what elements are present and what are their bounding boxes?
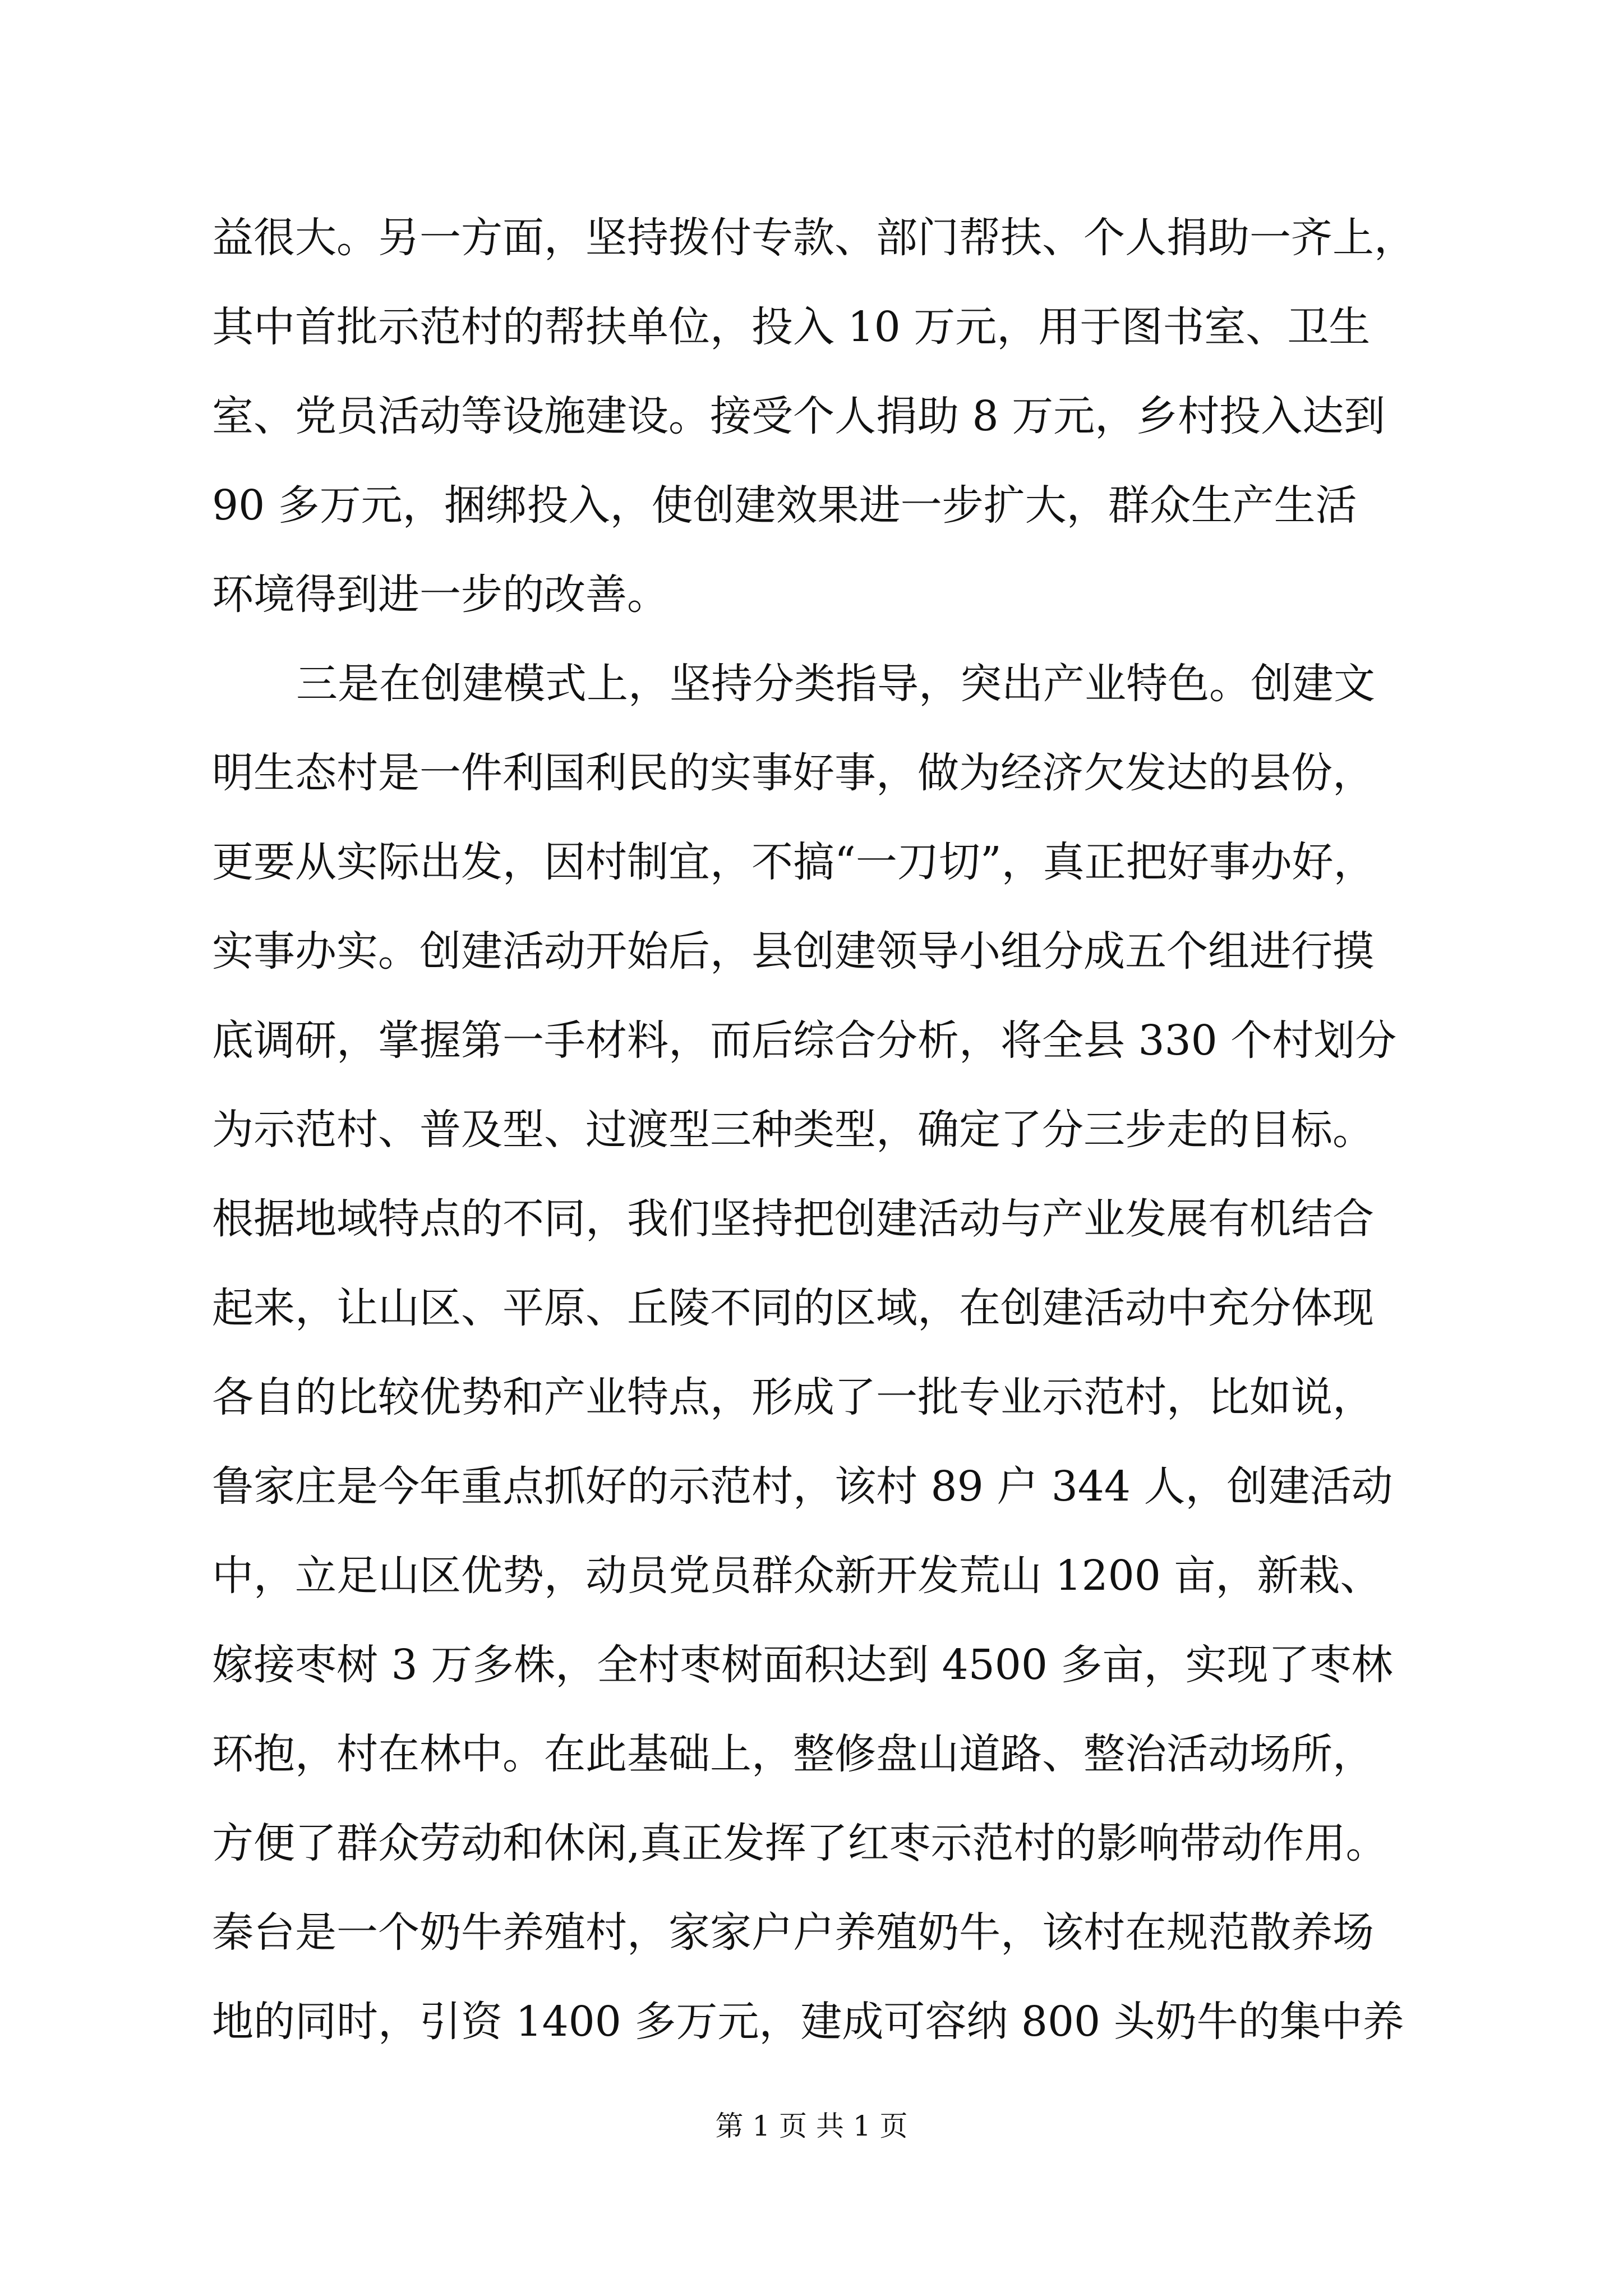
text-line: 为示范村、普及型、过渡型三种类型，确定了分三步走的目标。 <box>212 1106 1374 1154</box>
text-line: 明生态村是一件利国利民的实事好事，做为经济欠发达的县份， <box>212 749 1374 797</box>
text-line: 起来，让山区、平原、丘陵不同的区域，在创建活动中充分体现 <box>212 1284 1374 1332</box>
text-line: 各自的比较优势和产业特点，形成了一批专业示范村，比如说， <box>212 1373 1374 1421</box>
text-line: 益很大。另一方面，坚持拨付专款、部门帮扶、个人捐助一齐上， <box>212 214 1415 262</box>
text-line: 方便了群众劳动和休闲,真正发挥了红枣示范村的影响带动作用。 <box>212 1819 1387 1867</box>
text-line: 环抱，村在林中。在此基础上，整修盘山道路、整治活动场所， <box>212 1730 1374 1778</box>
text-line: 90 多万元，捆绑投入，使创建效果进一步扩大，群众生产生活 <box>212 481 1357 530</box>
text-line: 更要从实际出发，因村制宜，不搞“一刀切”，真正把好事办好， <box>212 838 1375 886</box>
text-line: 其中首批示范村的帮扶单位，投入 10 万元，用于图书室、卫生 <box>212 303 1371 351</box>
text-line: 秦台是一个奶牛养殖村，家家户户养殖奶牛，该村在规范散养场 <box>212 1908 1374 1957</box>
text-line: 底调研，掌握第一手材料，而后综合分析，将全县 330 个村划分 <box>212 1016 1397 1065</box>
text-line: 鲁家庄是今年重点抓好的示范村，该村 89 户 344 人，创建活动 <box>212 1462 1393 1511</box>
text-line: 根据地域特点的不同，我们坚持把创建活动与产业发展有机结合 <box>212 1195 1374 1243</box>
text-line: 实事办实。创建活动开始后，县创建领导小组分成五个组进行摸 <box>212 927 1374 976</box>
text-line: 中，立足山区优势，动员党员群众新开发荒山 1200 亩，新栽、 <box>212 1552 1382 1600</box>
page-footer: 第 1 页 共 1 页 <box>715 2110 908 2142</box>
document-body <box>212 194 1415 2067</box>
paragraph-first-line: 三是在创建模式上，坚持分类指导，突出产业特色。创建文 <box>296 660 1375 708</box>
text-line: 室、党员活动等设施建设。接受个人捐助 8 万元，乡村投入达到 <box>212 392 1386 440</box>
text-line: 地的同时，引资 1400 多万元，建成可容纳 800 头奶牛的集中养 <box>212 1998 1404 2046</box>
text-line: 嫁接枣树 3 万多株，全村枣树面积达到 4500 多亩，实现了枣林 <box>212 1641 1393 1689</box>
text-line: 环境得到进一步的改善。 <box>212 570 668 619</box>
